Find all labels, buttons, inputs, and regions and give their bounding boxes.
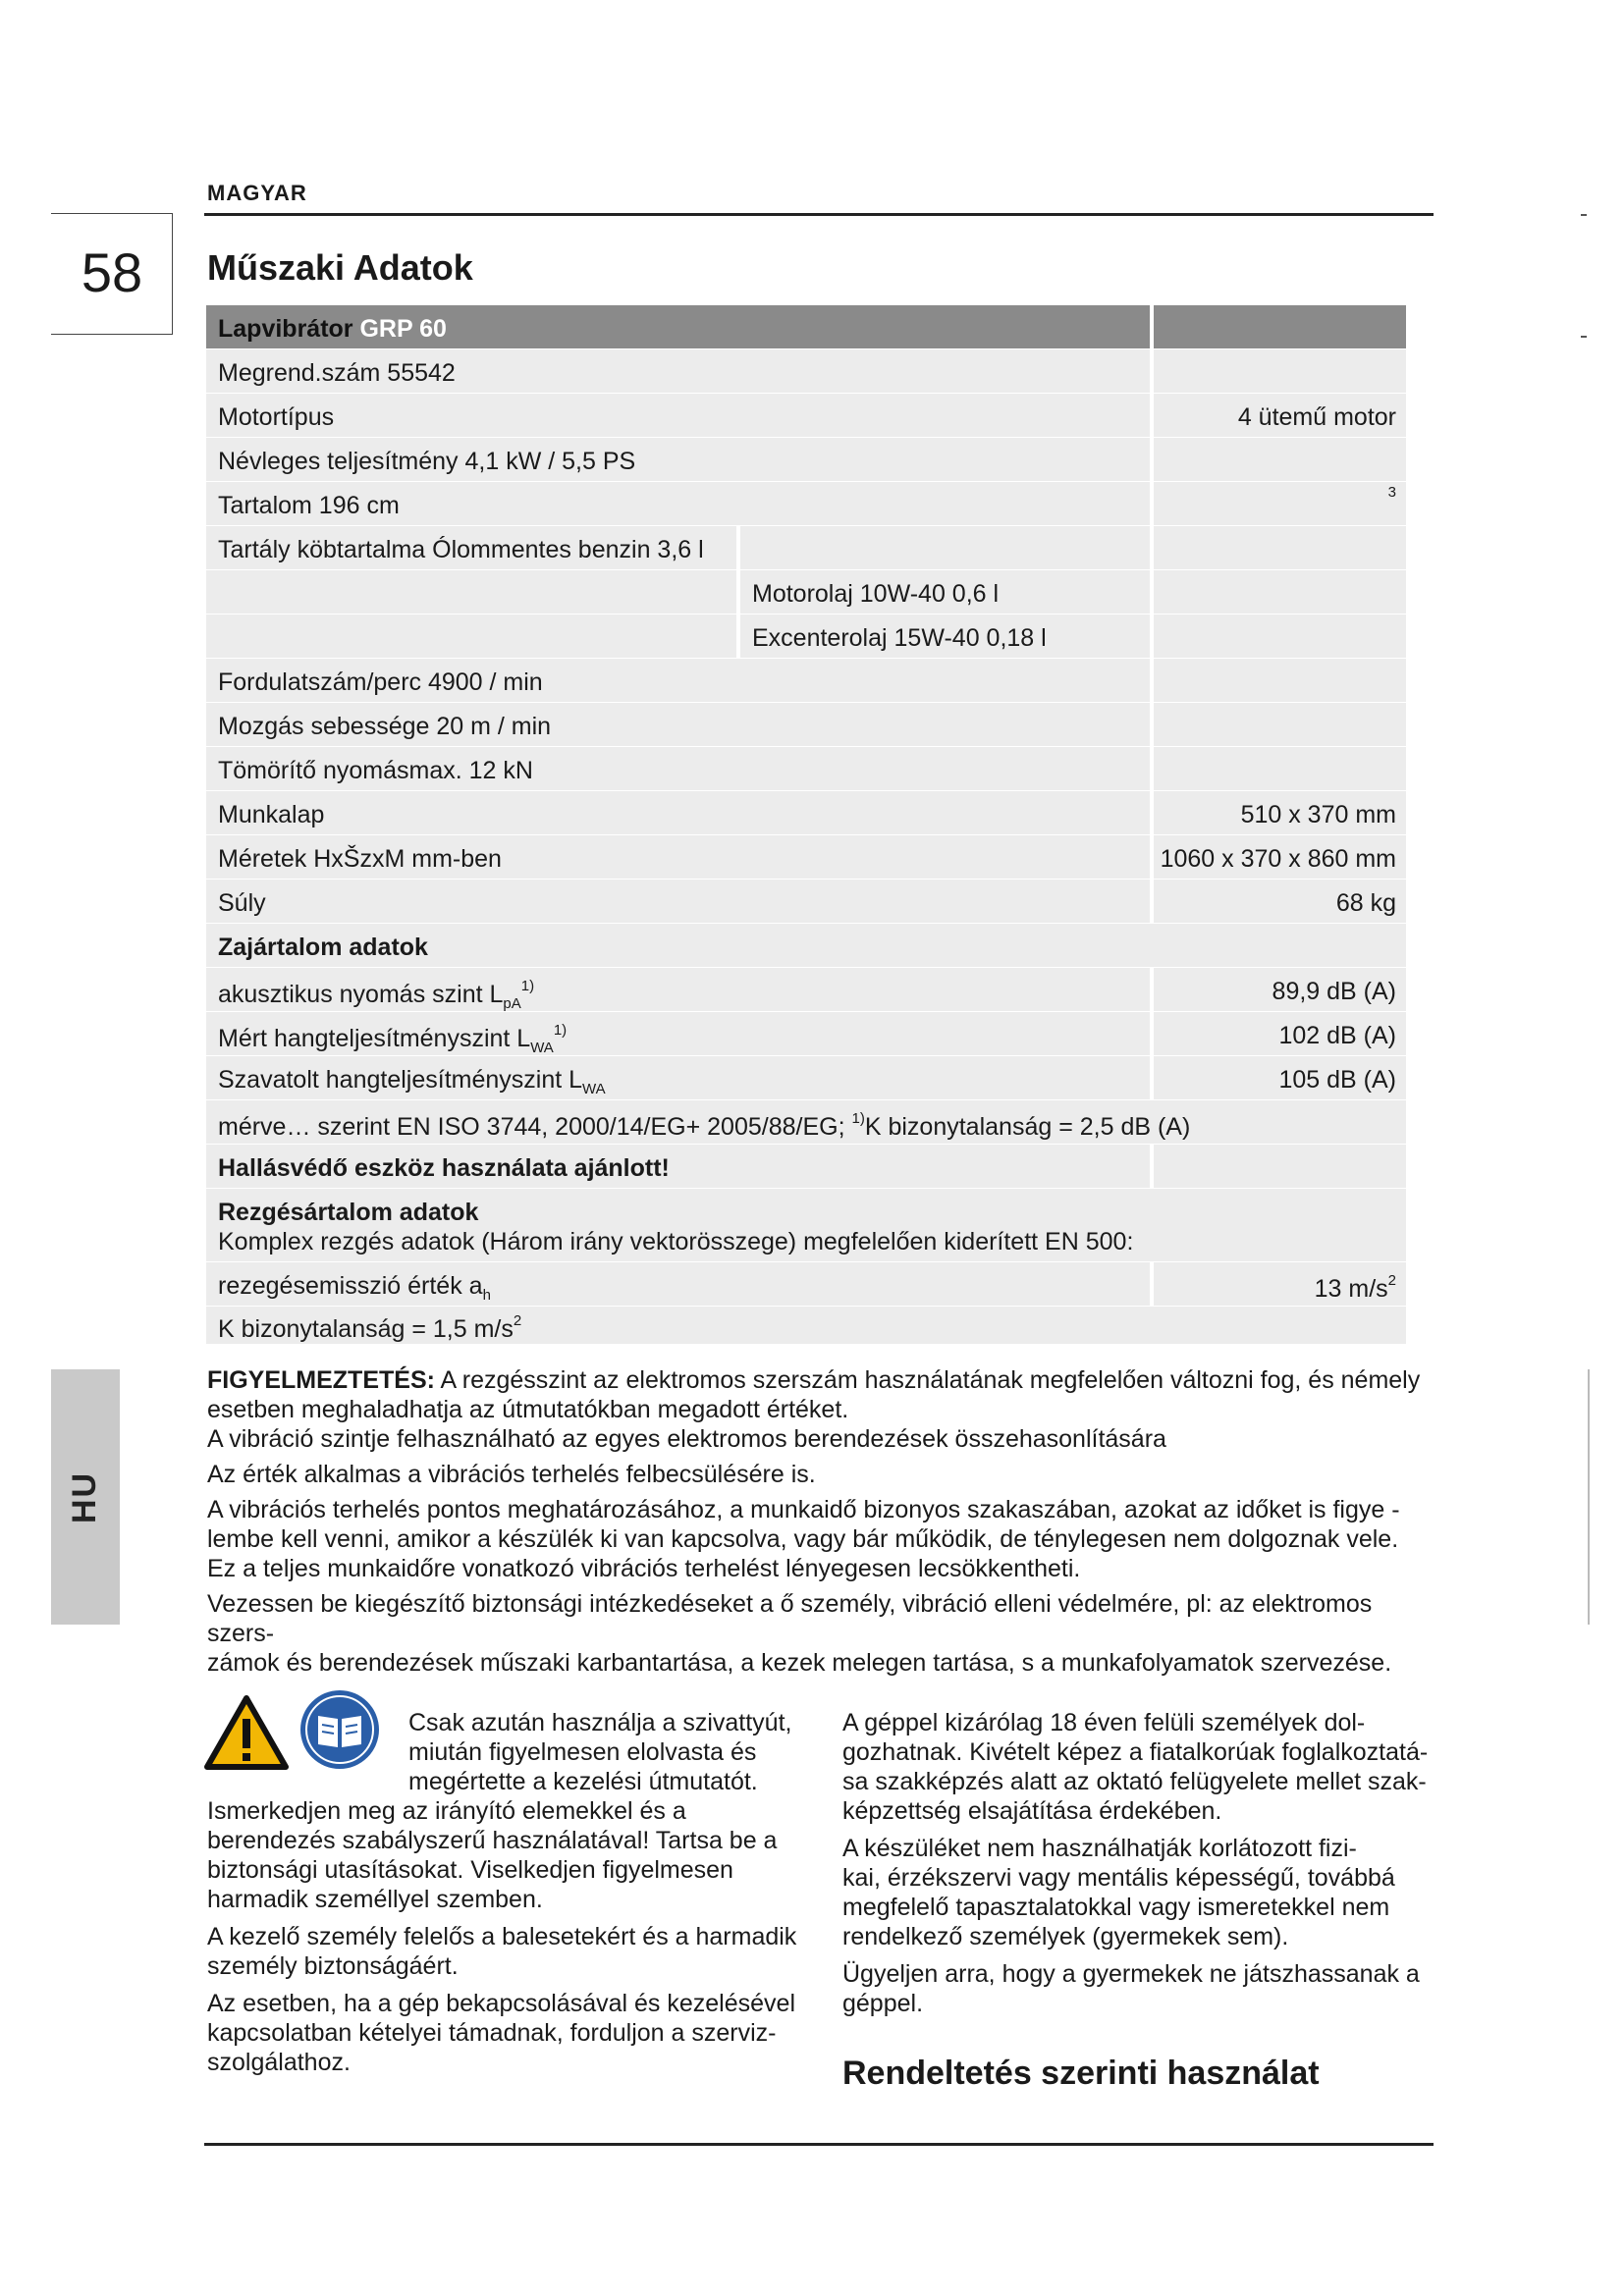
row-label: Tartály köbtartalma Ólommentes benzin 3,6 l — [218, 536, 704, 563]
row-value: 68 kg — [1335, 889, 1396, 917]
row-label: Súly — [218, 889, 266, 917]
row-label: Névleges teljesítmény 4,1 kW / 5,5 PS — [218, 448, 636, 475]
table-header-row — [206, 305, 1406, 348]
hearing-protection-note: Hallásvédő eszköz használata ajánlott! — [218, 1154, 670, 1182]
subscript: WA — [582, 1081, 606, 1097]
row-value: 1060 x 370 x 860 mm — [1160, 845, 1396, 873]
margin-mark — [1588, 1369, 1590, 1625]
paragraph-line: sa szakképzés alatt az oktató felügyelete mellet szak- — [842, 1768, 1427, 1795]
row-label: rezegésemisszió érték a — [218, 1272, 483, 1300]
uncertainty-note: K bizonytalanság = 2,5 dB (A) — [864, 1113, 1191, 1141]
table-row — [206, 791, 1406, 834]
footnote-marker: 1) — [520, 978, 535, 994]
paragraph-line: szolgálathoz. — [207, 2049, 351, 2076]
table-row — [206, 1307, 1406, 1344]
row-label: Motortípus — [218, 403, 335, 431]
row-value: 13 m/s — [1314, 1275, 1388, 1303]
table-section-row — [206, 1189, 1406, 1261]
paragraph-line: rendelkező személyek (gyermekek sem). — [842, 1923, 1289, 1950]
paragraph-line: megfelelő tapasztalatokkal vagy ismeretekkel nem — [842, 1894, 1390, 1921]
table-row — [206, 438, 1406, 481]
table-row — [206, 703, 1406, 746]
table-section-row — [206, 924, 1406, 967]
warning-text: A vibrációs terhelés pontos meghatározásához, a munkaidő bizonyos szakaszában, azokat az időket is figye - — [207, 1496, 1400, 1523]
language-side-tab-label: HU — [66, 1470, 104, 1523]
vibration-section-description: Komplex rezgés adatok (Három irány vektorösszege) megfelelően kiderített EN 500: — [218, 1228, 1134, 1255]
paragraph-line: A géppel kizárólag 18 éven felüli személyek dol- — [842, 1709, 1366, 1736]
paragraph-line: géppel. — [842, 1990, 924, 2017]
table-row — [206, 1056, 1406, 1099]
table-row — [206, 1262, 1406, 1306]
paragraph-line: Ügyeljen arra, hogy a gyermekek ne játszhassanak a — [842, 1960, 1420, 1988]
row-label: Tömörítő nyomásmax. 12 kN — [218, 757, 533, 784]
footnote-marker: 1) — [851, 1110, 865, 1127]
right-column — [842, 1708, 1432, 2026]
paragraph-line: Az esetben, ha a gép bekapcsolásával és kezelésével — [207, 1990, 795, 2017]
row-value: 102 dB (A) — [1278, 1022, 1396, 1049]
margin-tick — [1581, 336, 1587, 338]
row-value: 510 x 370 mm — [1240, 801, 1396, 828]
paragraph-line: miután figyelmesen elolvasta és — [408, 1738, 757, 1766]
page-title: Műszaki Adatok — [207, 247, 473, 288]
row-label: Megrend.szám 55542 — [218, 359, 456, 387]
table-row — [206, 526, 1406, 569]
margin-tick — [1581, 214, 1587, 216]
unit-superscript: 2 — [1387, 1272, 1396, 1289]
row-label: Motorolaj 10W-40 0,6 l — [752, 580, 1000, 608]
table-row — [206, 394, 1406, 437]
row-value: 89,9 dB (A) — [1272, 978, 1396, 1005]
footnote-marker: 1) — [553, 1022, 568, 1039]
warning-text: Vezessen be kiegészítő biztonsági intézkedéseket a ő személy, vibráció elleni védelmére, pl: az elektromos szers- — [207, 1590, 1373, 1647]
row-label: akusztikus nyomás szint L — [218, 981, 504, 1008]
row-label: Mért hangteljesítményszint L — [218, 1025, 531, 1052]
table-row — [206, 747, 1406, 790]
row-label: Munkalap — [218, 801, 325, 828]
bottom-rule — [204, 2143, 1434, 2146]
left-column — [207, 1708, 801, 2085]
paragraph-line: kai, érzékszervi vagy mentális képességű, továbbá — [842, 1864, 1395, 1892]
warning-text: lembe kell venni, amikor a készülék ki van kapcsolva, vagy bár működik, de ténylegesen nem dolgoznak vele. — [207, 1525, 1399, 1553]
paragraph-line: berendezés szabályszerű használatával! Tartsa be a — [207, 1827, 778, 1854]
paragraph-line: harmadik személlyel szemben. — [207, 1886, 543, 1913]
row-label: Tartalom 196 cm — [218, 492, 400, 519]
warning-section — [207, 1365, 1435, 1678]
warning-text: A rezgésszint az elektromos szerszám használatának megfelelően változni fog, és némely — [434, 1366, 1421, 1394]
subscript: WA — [530, 1040, 554, 1056]
vibration-section-heading: Rezgésártalom adatok — [218, 1199, 479, 1226]
noise-section-heading: Zajártalom adatok — [218, 934, 428, 961]
row-value: 105 dB (A) — [1278, 1066, 1396, 1094]
table-row — [206, 349, 1406, 393]
paragraph-line: Ismerkedjen meg az irányító elemekkel és a — [207, 1797, 686, 1825]
paragraph-line: biztonsági utasításokat. Viselkedjen figyelmesen — [207, 1856, 733, 1884]
row-label: K bizonytalanság = 1,5 m/s — [218, 1315, 514, 1343]
product-model: GRP 60 — [359, 315, 447, 343]
paragraph-line: Csak azután használja a szivattyút, — [408, 1709, 792, 1736]
row-label: Fordulatszám/perc 4900 / min — [218, 668, 543, 696]
paragraph-line: A készüléket nem használhatják korlátozott fizi- — [842, 1835, 1357, 1862]
subscript: pA — [503, 995, 521, 1012]
table-row — [206, 835, 1406, 879]
warning-lead: FIGYELMEZTETÉS: — [207, 1366, 435, 1394]
row-value-superscript: 3 — [1387, 484, 1396, 501]
paragraph-line: gozhatnak. Kivételt képez a fiatalkorúak foglalkoztatá- — [842, 1738, 1429, 1766]
measurement-standard-note: mérve… szerint EN ISO 3744, 2000/14/EG+ 2005/88/EG; — [218, 1113, 845, 1141]
row-label: Méretek HxŠzxM mm-ben — [218, 845, 502, 873]
table-row — [206, 880, 1406, 923]
table-row — [206, 968, 1406, 1011]
warning-text: Ez a teljes munkaidőre vonatkozó vibrációs terhelést lényegesen lecsökkentheti. — [207, 1555, 1081, 1582]
paragraph-line: megértette a kezelési útmutatót. — [408, 1768, 758, 1795]
table-row — [206, 614, 1406, 658]
row-value: 4 ütemű motor — [1237, 403, 1396, 431]
table-row — [206, 482, 1406, 525]
paragraph-line: A kezelő személy felelős a balesetekért és a harmadik — [207, 1923, 797, 1950]
top-rule — [204, 213, 1434, 216]
spec-table — [206, 305, 1406, 1345]
paragraph-line: személy biztonságáért. — [207, 1952, 459, 1980]
paragraph-line: képzettség elsajátítása érdekében. — [842, 1797, 1222, 1825]
subscript: h — [482, 1287, 491, 1304]
product-type: Lapvibrátor — [218, 315, 353, 343]
warning-text: esetben meghaladhatja az útmutatókban megadott értéket. — [207, 1396, 849, 1423]
warning-text: zámok és berendezések műszaki karbantartása, a kezek melegen tartása, s a munkafolyamatok szervezése. — [207, 1649, 1392, 1677]
paragraph-line: kapcsolatban kételyei támadnak, forduljon a szerviz- — [207, 2019, 777, 2047]
warning-text: A vibráció szintje felhasználható az egyes elektromos berendezések összehasonlítására — [207, 1425, 1166, 1453]
page-number: 58 — [81, 241, 143, 303]
language-label: MAGYAR — [207, 181, 307, 205]
row-label: Excenterolaj 15W-40 0,18 l — [752, 624, 1047, 652]
table-row — [206, 570, 1406, 614]
row-label: Szavatolt hangteljesítményszint L — [218, 1066, 583, 1094]
table-row — [206, 1145, 1406, 1188]
warning-text: Az érték alkalmas a vibrációs terhelés felbecsülésére is. — [207, 1461, 816, 1488]
unit-superscript: 2 — [513, 1312, 522, 1329]
table-note-row — [206, 1100, 1406, 1144]
table-row — [206, 659, 1406, 702]
table-row — [206, 1012, 1406, 1055]
row-label: Mozgás sebessége 20 m / min — [218, 713, 552, 740]
section-heading-intended-use: Rendeltetés szerinti használat — [842, 2055, 1320, 2092]
